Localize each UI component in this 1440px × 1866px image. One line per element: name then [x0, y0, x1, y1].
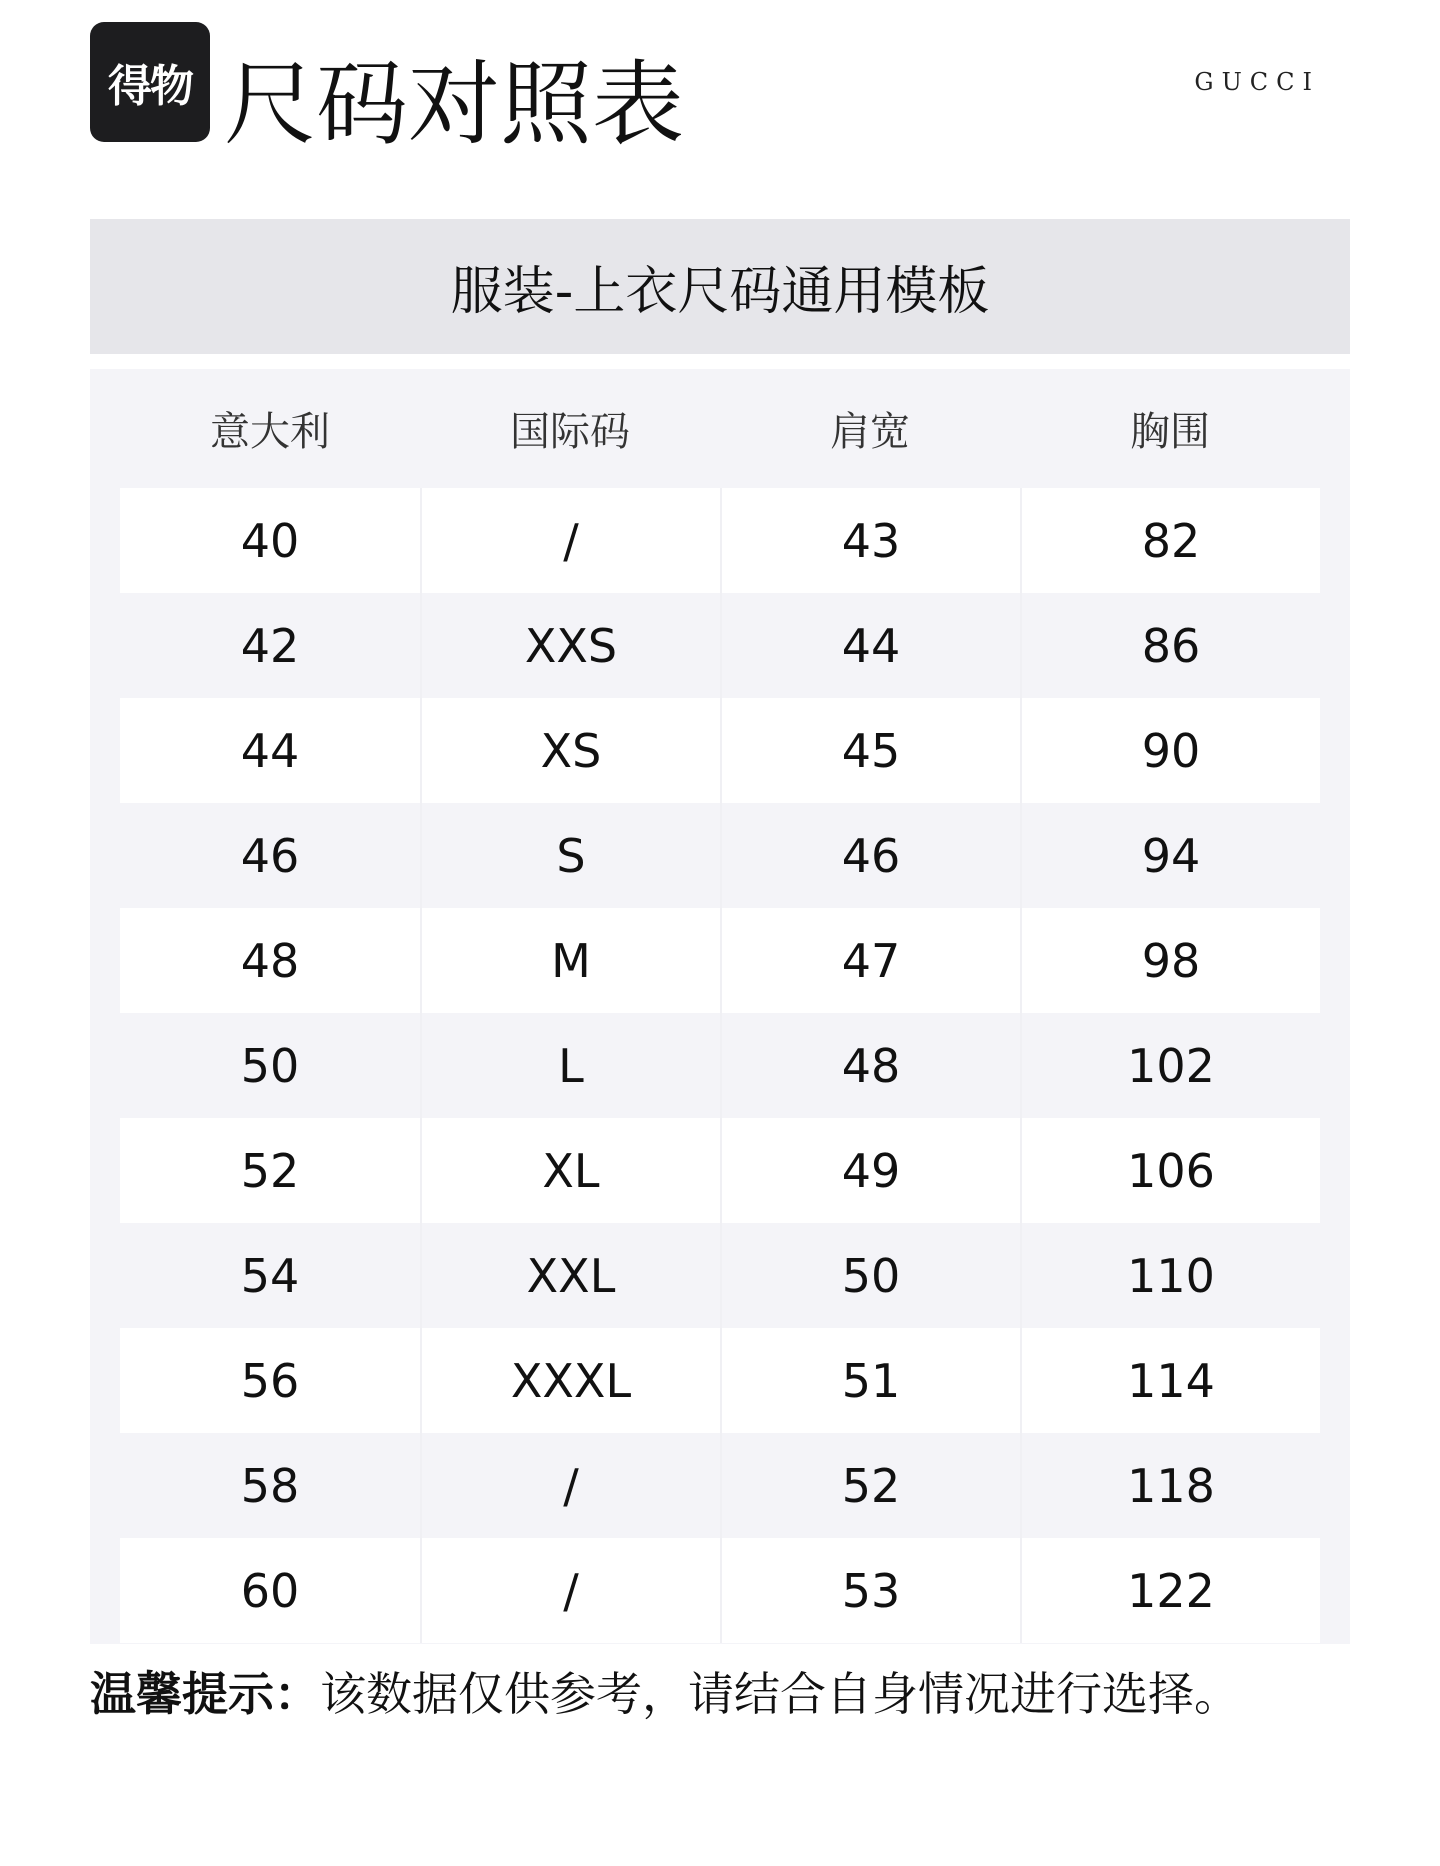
cell-chest: 114 [1020, 1328, 1320, 1433]
table-title: 服装-上衣尺码通用模板 [90, 219, 1350, 354]
cell-shoulder: 45 [720, 698, 1020, 803]
size-table [90, 369, 1350, 1644]
tip-label: 温馨提示： [90, 1667, 320, 1721]
cell-chest: 98 [1020, 908, 1320, 1013]
cell-italy: 50 [120, 1013, 420, 1118]
cell-chest: 82 [1020, 488, 1320, 593]
cell-international: XXXL [420, 1328, 720, 1433]
cell-chest: 118 [1020, 1433, 1320, 1538]
cell-italy: 58 [120, 1433, 420, 1538]
cell-italy: 46 [120, 803, 420, 908]
table-row [120, 593, 1320, 698]
cell-international: XL [420, 1118, 720, 1223]
cell-italy: 42 [120, 593, 420, 698]
tip-text: 该数据仅供参考，请结合自身情况进行选择。 [320, 1667, 1240, 1721]
cell-chest: 90 [1020, 698, 1320, 803]
cell-chest: 102 [1020, 1013, 1320, 1118]
cell-chest: 94 [1020, 803, 1320, 908]
cell-shoulder: 47 [720, 908, 1020, 1013]
cell-italy: 60 [120, 1538, 420, 1643]
cell-international: XXL [420, 1223, 720, 1328]
table-row [120, 803, 1320, 908]
cell-shoulder: 44 [720, 593, 1020, 698]
table-row [120, 908, 1320, 1013]
column-header-shoulder: 肩宽 [830, 409, 910, 455]
cell-chest: 110 [1020, 1223, 1320, 1328]
brand-name: GUCCI [1194, 68, 1320, 96]
cell-international: M [420, 908, 720, 1013]
cell-shoulder: 51 [720, 1328, 1020, 1433]
table-row [120, 1433, 1320, 1538]
dewu-logo [90, 22, 210, 142]
cell-italy: 56 [120, 1328, 420, 1433]
cell-international: S [420, 803, 720, 908]
cell-shoulder: 50 [720, 1223, 1020, 1328]
table-row [120, 1328, 1320, 1433]
table-header-row [120, 369, 1320, 488]
cell-italy: 40 [120, 488, 420, 593]
page-header [90, 22, 1350, 172]
cell-shoulder: 46 [720, 803, 1020, 908]
cell-international: / [420, 1433, 720, 1538]
table-row [120, 1013, 1320, 1118]
cell-international: L [420, 1013, 720, 1118]
cell-international: / [420, 488, 720, 593]
column-header-chest: 胸围 [1130, 409, 1210, 455]
cell-italy: 52 [120, 1118, 420, 1223]
logo-text: 得物 [108, 61, 192, 112]
cell-italy: 48 [120, 908, 420, 1013]
table-row [120, 698, 1320, 803]
page-title: 尺码对照表 [224, 51, 685, 158]
cell-shoulder: 49 [720, 1118, 1020, 1223]
table-row [120, 1223, 1320, 1328]
cell-international: XS [420, 698, 720, 803]
cell-international: XXS [420, 593, 720, 698]
cell-shoulder: 48 [720, 1013, 1020, 1118]
tip-note [90, 1662, 1390, 1726]
column-header-international: 国际码 [510, 409, 630, 455]
table-row [120, 1538, 1320, 1643]
cell-shoulder: 52 [720, 1433, 1020, 1538]
cell-chest: 122 [1020, 1538, 1320, 1643]
column-header-italy: 意大利 [210, 409, 330, 455]
cell-shoulder: 43 [720, 488, 1020, 593]
table-body [120, 488, 1320, 1643]
cell-italy: 54 [120, 1223, 420, 1328]
cell-international: / [420, 1538, 720, 1643]
table-row [120, 488, 1320, 593]
cell-chest: 86 [1020, 593, 1320, 698]
cell-chest: 106 [1020, 1118, 1320, 1223]
cell-italy: 44 [120, 698, 420, 803]
table-row [120, 1118, 1320, 1223]
cell-shoulder: 53 [720, 1538, 1020, 1643]
